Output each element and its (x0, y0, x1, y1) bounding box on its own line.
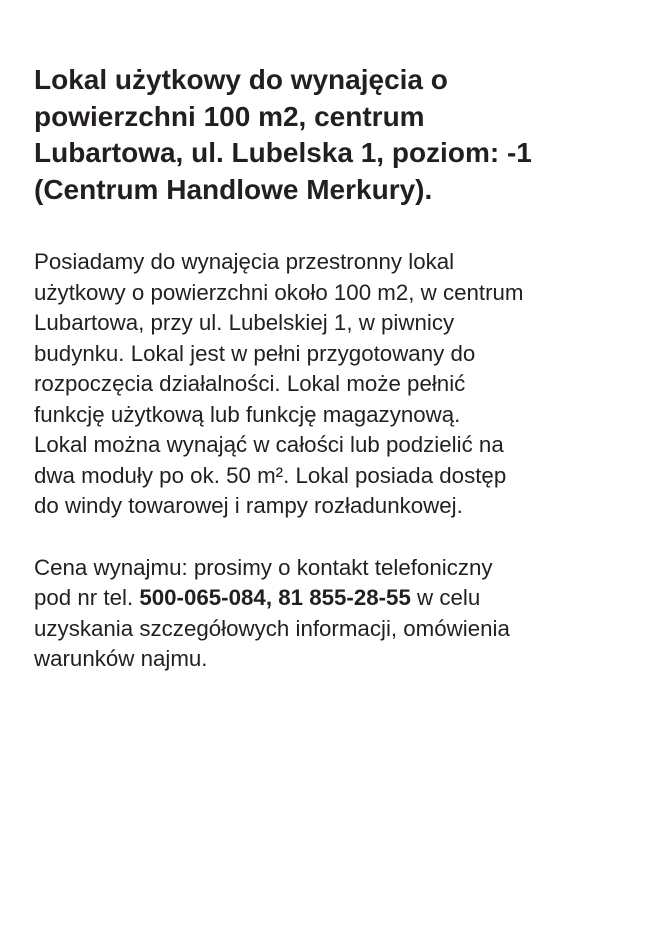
price-contact-paragraph (34, 553, 644, 675)
listing-title: Lokal użytkowy do wynajęcia o powierzchni 100 m2, centrum Lubartowa, ul. Lubelska 1, poziom: -1 (Centrum Handlowe Merkury). (34, 64, 532, 205)
listing-document (34, 62, 644, 675)
phone-numbers: 500-065-084, 81 855-28-55 (139, 585, 411, 610)
price-text-before: Cena wynajmu: prosimy o kontakt telefoniczny pod nr tel. (34, 554, 493, 610)
listing-description: Posiadamy do wynajęcia przestronny lokal użytkowy o powierzchni około 100 m2, w centrum Lubartowa, przy ul. Lubelskiej 1, w piwnicy budynku. Lokal jest w pełni przygotowany do rozpoczęcia działalności. Lokal może pełnić funkcję użytkową lub funkcję magazynową. Lokal można wynająć w całości lub podzielić na dwa moduły po ok. 50 m². Lokal posiada dostęp do windy towarowej i rampy rozładunkowej. (34, 249, 524, 518)
price-text-after: w celu uzyskania szczegółowych informacji, omówienia warunków najmu. (34, 585, 510, 671)
